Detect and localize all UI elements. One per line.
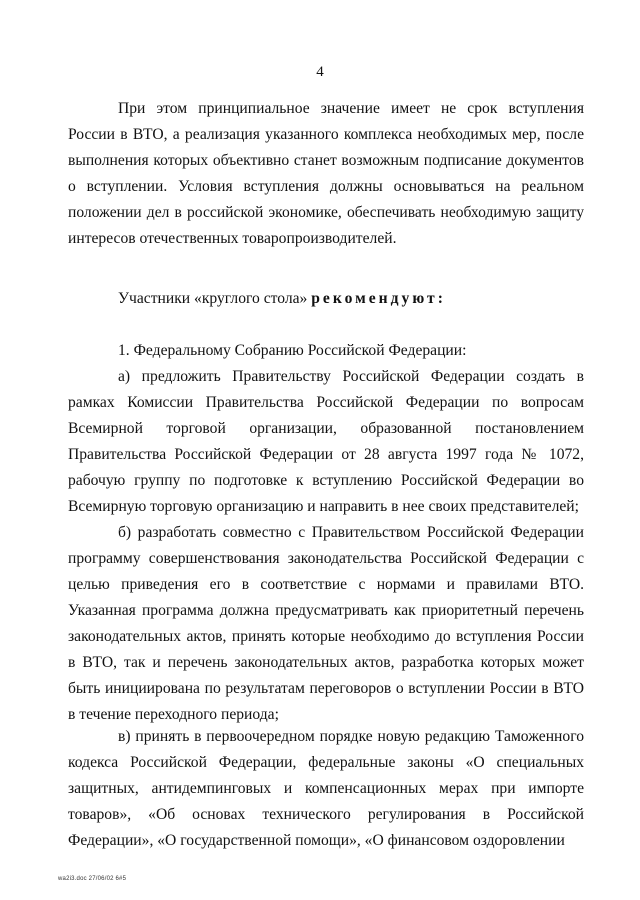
- paragraph-intro: При этом принципиальное значение имеет не срок вступления России в ВТО, а реализация указанного комплекса необходимых мер, после выполнения которых объективно станет возможным подписание документов о вступлении. Условия вступления должны основываться на реальном положении дел в российской экономике, обеспечивать необходимую защиту интересов отечественных товаропроизводителей.: [68, 100, 584, 247]
- paragraph-item-c: в) принять в первоочередном порядке новую редакцию Таможенного кодекса Российской Федерации, федеральные законы «О специальных защитных, антидемпинговых и компенсационных мерах при импорте товаров», «Об основах технического регулирования в Российской Федерации», «О государственной помощи», «О финансовом оздоровлении: [68, 728, 584, 849]
- page-number: 4: [316, 64, 324, 80]
- recommend-emphasis: рекомендуют:: [311, 290, 446, 307]
- paragraph-item-a: а) предложить Правительству Российской Федерации создать в рамках Комиссии Правительства Российской Федерации по вопросам Всемирной торговой организации, образованной постановлением Правительства Российской Федерации от 28 августа 1997 года № 1072, рабочую группу по подготовке к вступлению Российской Федерации во Всемирную торговую организацию и направить в нее своих представителей;: [68, 368, 584, 515]
- paragraph-item-b: б) разработать совместно с Правительством Российской Федерации программу совершенствования законодательства Российской Федерации с целью приведения его в соответствие с нормами и правилами ВТО. Указанная программа должна предусматривать как приоритетный перечень законодательных актов, принять которые необходимо до вступления России в ВТО, так и перечень законодательных актов, разработка которых может быть инициирована по результатам переговоров о вступлении России в ВТО в течение переходного периода;: [68, 524, 584, 723]
- participants-text: Участники «круглого стола»: [118, 290, 308, 307]
- paragraph-item-1: 1. Федеральному Собранию Российской Федерации:: [118, 342, 467, 359]
- paragraph-participants: [68, 286, 584, 312]
- footer-file-info: wa2i3.doc 27/06/02 6#5: [58, 876, 127, 882]
